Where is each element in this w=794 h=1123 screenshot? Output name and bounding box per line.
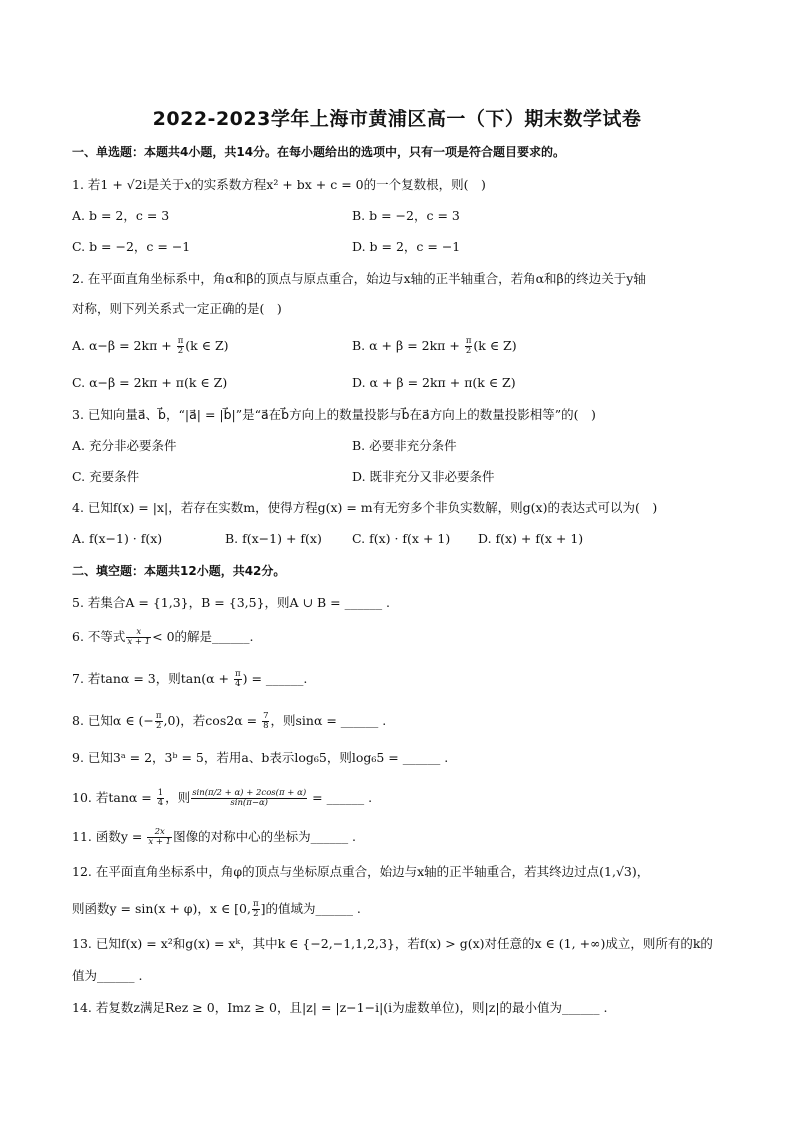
question-9: 9. 已知3ᵃ = 2，3ᵇ = 5，若用a、b表示log₆5，则log₆5 = ______ . [72, 750, 449, 765]
question-3-option-d: D. 既非充分又非必要条件 [352, 469, 495, 484]
fraction: $\frac{x}{x + 1}$ [127, 627, 151, 647]
question-4-option-d: D. f(x) + f(x + 1) [478, 531, 584, 546]
fraction: $\frac{\pi}{4}$ [235, 669, 241, 689]
question-12-line1: 12. 在平面直角坐标系中，角φ的顶点与坐标原点重合，始边与x轴的正半轴重合，若其终边过点(1,√3)， [72, 864, 650, 879]
question-8: 8. 已知α ∈ (− $\frac{\pi}{2}$ ,0)，若cos2α = $\frac{7}{8}$ ，则sinα = ______ . [72, 711, 387, 731]
question-5: 5. 若集合A = {1,3}，B = {3,5}，则A ∪ B = ______ . [72, 595, 391, 610]
question-3-option-a: A. 充分非必要条件 [72, 438, 177, 453]
question-7: 7. 若tanα = 3，则tan(α + $\frac{\pi}{4}$ ) = ______. [72, 669, 308, 689]
question-1-option-d: D. b = 2，c = −1 [352, 239, 461, 254]
fraction: $\frac{\sin(\pi/2 + \alpha) + 2\cos(\pi + \alpha)}{\sin(\pi-\alpha)}$ [192, 788, 307, 808]
fraction: $\frac{7}{8}$ [263, 711, 269, 731]
fraction: $\frac{1}{4}$ [157, 788, 164, 808]
question-11: 11. 函数y = $\frac{2x}{x + 1}$ 图像的对称中心的坐标为______ . [72, 827, 357, 847]
question-13-line2: 值为______ . [72, 968, 143, 983]
question-13-line1: 13. 已知f(x) = x²和g(x) = xᵏ，其中k ∈ {−2,−1,1,2,3}，若f(x) > g(x)对任意的x ∈ (1, +∞)成立，则所有的k的 [72, 936, 713, 951]
question-2-option-d: D. α + β = 2kπ + π(k ∈ Z) [352, 375, 516, 390]
question-2-stem-line1: 2. 在平面直角坐标系中，角α和β的顶点与原点重合，始边与x轴的正半轴重合，若角α和β的终边关于y轴 [72, 271, 646, 286]
fraction: $\frac{\pi}{2}$ [177, 336, 184, 356]
question-4-stem: 4. 已知f(x) = |x|，若存在实数m，使得方程g(x) = m有无穷多个非负实数解，则g(x)的表达式可以为( ) [72, 500, 658, 515]
question-14: 14. 若复数z满足Rez ≥ 0，Imz ≥ 0，且|z| = |z−1−i|(i为虚数单位)，则|z|的最小值为______ . [72, 1000, 608, 1015]
question-1-option-b: B. b = −2，c = 3 [352, 208, 460, 223]
fraction: $\frac{2x}{x + 1}$ [148, 827, 172, 847]
question-4-option-a: A. f(x−1) · f(x) [72, 531, 163, 546]
question-10: 10. 若tanα = $\frac{1}{4}$ ，则 $\frac{\sin(\pi/2 + \alpha) + 2\cos(\pi + \alpha)}{\sin(\pi-\alpha)}$ = ______ . [72, 788, 373, 808]
question-3-option-c: C. 充要条件 [72, 469, 140, 484]
section-heading-fill-blank: 二、填空题：本题共12小题，共42分。 [72, 564, 286, 578]
question-1-stem: 1. 若1 + √2i是关于x的实系数方程x² + bx + c = 0的一个复数根，则( ) [72, 177, 486, 192]
fraction: $\frac{\pi}{2}$ [252, 899, 259, 919]
question-2-stem-line2: 对称，则下列关系式一定正确的是( ) [72, 301, 282, 316]
question-12-line2: 则函数y = sin(x + φ)，x ∈ [0, $\frac{\pi}{2}$ ]的值域为______ . [72, 899, 361, 919]
question-2-option-c: C. α−β = 2kπ + π(k ∈ Z) [72, 375, 228, 390]
question-4-option-c: C. f(x) · f(x + 1) [352, 531, 451, 546]
question-2-option-a: A. α−β = 2kπ + $\frac{\pi}{2}$ (k ∈ Z) [72, 336, 229, 356]
question-1-option-a: A. b = 2，c = 3 [72, 208, 170, 223]
section-heading-single-choice: 一、单选题：本题共4小题，共14分。在每小题给出的选项中，只有一项是符合题目要求的。 [72, 145, 566, 159]
fraction: $\frac{\pi}{2}$ [155, 711, 162, 731]
question-6: 6. 不等式 $\frac{x}{x + 1}$ < 0的解是______. [72, 627, 254, 647]
question-2-option-b: B. α + β = 2kπ + $\frac{\pi}{2}$ (k ∈ Z) [352, 336, 517, 356]
page-title: 2022-2023学年上海市黄浦区高一（下）期末数学试卷 [152, 108, 642, 130]
question-3-option-b: B. 必要非充分条件 [352, 438, 457, 453]
question-4-option-b: B. f(x−1) + f(x) [225, 531, 322, 546]
fraction: $\frac{\pi}{2}$ [465, 336, 472, 356]
question-1-option-c: C. b = −2，c = −1 [72, 239, 191, 254]
question-3-stem: 3. 已知向量a⃗、b⃗，“|a⃗| = |b⃗|”是“a⃗在b⃗方向上的数量投影与b⃗在a⃗方向上的数量投影相等”的( ) [72, 407, 596, 422]
